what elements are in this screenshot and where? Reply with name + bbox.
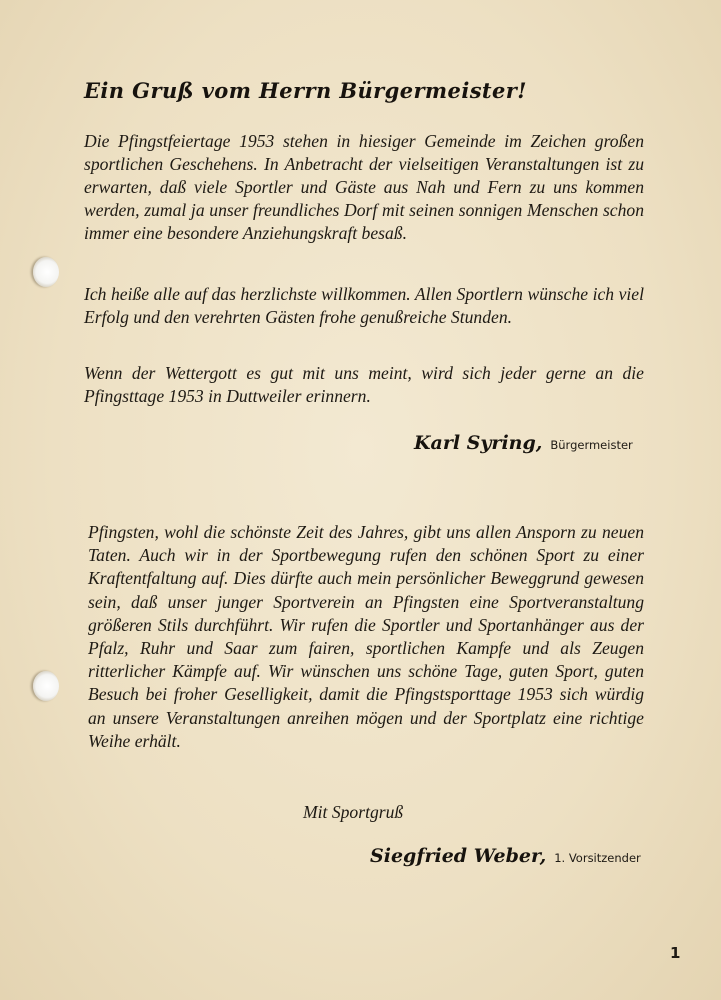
chairman-paragraph: Pfingsten, wohl die schönste Zeit des Jahres, gibt uns allen Ansporn zu neuen Taten. Auch wir in der Sportbewegung rufen den schönen Sport zu einer Kraftentfaltung auf. Dies dürfte auch mein persönlicher Beweggrund gewesen sein, daß unser junger Sportverein an Pfingsten eine Sportveranstaltung größeren Stils durchführt. Wir rufen die Sportler und Sportanhänger aus der Pfalz, Ruhr und Saar zum fairen, sportlichen Kampfe und als Zeugen ritterlicher Kämpfe auf. Wir wünschen uns schöne Tage, guten Sport, guten Besuch bei froher Geselligkeit, damit die Pfingstsporttage 1953 sich würdig an unsere Veranstaltungen anreihen mögen und der Sportplatz eine richtige Weihe erhält.: [88, 522, 644, 751]
mayor-signature-title: Bürgermeister: [550, 438, 633, 452]
chairman-signature-title: 1. Vorsitzender: [554, 851, 641, 865]
chairman-signature: [370, 845, 641, 867]
closing-phrase: Mit Sportgruß: [303, 802, 404, 822]
mayor-signature: [414, 432, 633, 454]
mayor-paragraph-1: Die Pfingstfeiertage 1953 stehen in hiesiger Gemeinde im Zeichen großen sportlichen Geschehens. In Anbetracht der vielseitigen Veranstaltungen ist zu erwarten, daß viele Sportler und Gäste aus Nah und Fern zu uns kommen werden, zumal ja unser freundliches Dorf mit seinen sonnigen Menschen schon immer eine besondere Anziehungskraft besaß.: [84, 131, 644, 243]
punch-hole-top: [33, 257, 59, 287]
mayor-signature-name: Karl Syring,: [414, 432, 543, 454]
mayor-paragraph-3: Wenn der Wettergott es gut mit uns meint, wird sich jeder gerne an die Pfingsttage 1953 in Duttweiler erinnern.: [84, 363, 644, 406]
page-number: 1: [670, 944, 681, 962]
mayor-paragraph-2: Ich heiße alle auf das herzlichste willkommen. Allen Sportlern wünsche ich viel Erfolg und den verehrten Gästen frohe genußreiche Stunden.: [84, 284, 644, 327]
greeting-heading: Ein Gruß vom Herrn Bürgermeister!: [84, 78, 527, 103]
chairman-signature-name: Siegfried Weber,: [370, 845, 547, 867]
punch-hole-bottom: [33, 671, 59, 701]
